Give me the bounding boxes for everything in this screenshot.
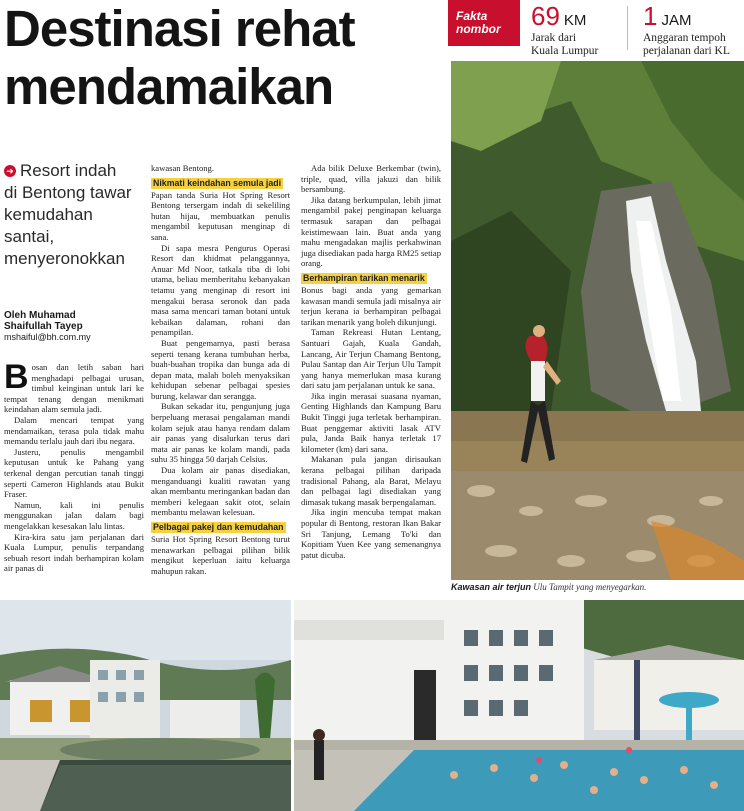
paragraph: Jika ingin mencuba tempat makan popular di Bentong, restoran Ikan Bakar Sri Tanjung, Lemang To'ki dan Kopitiam Yuen Kee yang semenangnya patut dicuba.: [301, 507, 441, 560]
fact-time-desc-2: perjalanan dari KL: [643, 45, 730, 57]
paragraph-intro: Bosan dan letih saban hari menghadapi pelbagai urusan, timbul keinginan untuk lari ke tempat tenang dengan menikmati keindahan alam semula jadi.: [4, 358, 144, 415]
resort-photo: [0, 600, 291, 811]
paragraph: Dalam mencari tempat yang mendamaikan, terasa pula tidak mahu memandu terlalu jauh dari ibu negara.: [4, 414, 144, 447]
article-column-2: [151, 163, 290, 576]
paragraph: Namun, kali ini penulis menggunakan jalan dalam bagi mengelakkan kesesakan lalu lintas.: [4, 499, 144, 531]
paragraph: Papan tanda Suria Hot Spring Resort Bentong tersergam indah di sekeliling hutan hijau, membuatkan penulis mengambil keputusan menginap di sana.: [151, 189, 290, 242]
paragraph: Bonus bagi anda yang gemarkan kawasan mandi semula jadi misalnya air terjun kerana ia berhampiran pelbagai tarikan menarik yang boleh dikunjungi.: [301, 284, 441, 327]
paragraph: Ada bilik Deluxe Berkembar (twin), triple, quad, villa jakuzi dan bilik bersambung.: [301, 163, 441, 195]
deck-line-4: santai,: [4, 227, 55, 246]
deck-line-2: di Bentong tawar: [4, 183, 132, 202]
paragraph: Jika datang berkumpulan, lebih jimat mengambil pakej penginapan keluarga termasuk sarapan dan pelbagai keistimewaan lain. Buat anda yang mahu mengadakan majlis perkahwinan juga disediakan pada harga RM25 setiap orang.: [301, 194, 441, 269]
deck-line-5: menyeronokkan: [4, 249, 125, 268]
fact-time: [643, 3, 743, 58]
paragraph: Kira-kira satu jam perjalanan dari Kuala Lumpur, penulis terpandang sebuah resort indah berhampiran kolam air panas di: [4, 531, 144, 574]
headline-line-2: mendamaikan: [4, 58, 334, 115]
paragraph: Dua kolam air panas disediakan, menganduangi kualiti rawatan yang akan membantu meringankan badan dan memberi kelegaan sakit otot, selain membantu melawan kelesuan.: [151, 465, 290, 518]
caption-text: Ulu Tampit yang menyegarkan.: [533, 582, 647, 592]
fact-distance: [531, 3, 625, 58]
paragraph: Suria Hot Spring Resort Bentong turut menawarkan pelbagai pilihan bilik mengikut keperluan iaitu keluarga mahupun rakan.: [151, 534, 290, 576]
headline: [4, 0, 444, 116]
paragraph: Jika ingin merasai suasana nyaman, Genting Highlands dan Kampung Baru Bukit Tinggi juga terletak berhampiran. Buat penggemar aktiviti lasak ATV pula, Janda Baik hanya terletak 17 kilometer (km) dari sana.: [301, 390, 441, 454]
deck-line-1: Resort indah: [20, 161, 117, 180]
paragraph: Di sapa mesra Pengurus Operasi Resort dan khidmat pelanggannya, Anuar Md Noor, tatkala tiba di lobi utama, beliau memberitahu kebanyakan tetamu yang menginap di resort ini mengakui berasa seronok dan pada masa sama mencari taman botani untuk kebaikan dalaman, rohani dan penampilan.: [151, 242, 290, 338]
fact-divider: [627, 6, 628, 50]
paragraph: Buat pengemarnya, pasti berasa seperti tenang kerana tumbuhan herba, buah-buahan tropika dan bunga ada di depan mata, malah boleh menyaksikan kehidupan sebenar pelbagai spesies burung, kelawar dan serangga.: [151, 337, 290, 401]
paragraph: Justeru, penulis mengambil keputusan untuk ke Pahang yang terkenal dengan percutian tanah tinggi seperti Cameron Highlands atau Bukit Fraser.: [4, 446, 144, 500]
article-column-1: [4, 358, 144, 574]
waterfall-photo: [451, 61, 744, 580]
byline-prefix: Oleh Muhamad: [4, 310, 76, 321]
fakta-badge-line-2: nombor: [456, 22, 501, 36]
article-column-3: [301, 163, 441, 560]
paragraph: Taman Rekreasi Hutan Lentang, Santuari Gajah, Kuala Gandah, Lancang, Air Terjun Chamang Bentong, Pulau Santap dan Air Terjun Ulu Tampit yang hanya memerlukan masa kurang dari satu jam perjalanan untuk ke sana.: [301, 327, 441, 391]
fact-time-desc-1: Anggaran tempoh: [643, 32, 726, 44]
byline: [4, 310, 144, 343]
paragraph: kawasan Bentong.: [151, 163, 215, 173]
pool-photo: [294, 600, 744, 811]
fact-distance-desc-1: Jarak dari: [531, 32, 577, 44]
fact-distance-desc-2: Kuala Lumpur: [531, 45, 599, 57]
fact-time-value: 1: [643, 1, 658, 31]
deck-line-3: kemudahan: [4, 205, 93, 224]
fakta-nombor-badge: [448, 0, 520, 46]
headline-line-1: Destinasi rehat: [4, 0, 355, 57]
fact-distance-unit: KM: [563, 12, 587, 29]
byline-email[interactable]: mshaiful@bh.com.my: [4, 332, 91, 342]
subheading: Nikmati keindahan semula jadi: [153, 177, 282, 188]
fact-distance-value: 69: [531, 1, 560, 31]
arrow-right-icon: ➜: [4, 165, 16, 177]
byline-name: Shaifullah Tayep: [4, 321, 83, 332]
subheading: Berhampiran tarikan menarik: [303, 272, 425, 283]
drop-cap: B: [4, 358, 29, 396]
fakta-badge-line-1: Fakta: [456, 9, 488, 23]
paragraph: Bukan sekadar itu, pengunjung juga berpeluang merasai pengalaman mandi kolam sejuk atau hanya rendam dalam air panas yang disalurkan terus dari mata air panas ke kolam mandi, pada suhu 35 hingga 50 darjah Celsius.: [151, 401, 290, 465]
paragraph: Makanan pula jangan dirisaukan kerana pelbagai pilihan daripada tradisional Pahang, ala Barat, Melayu dan pelbagai lagi disediakan yang dimasak tukang masak berpengalaman.: [301, 454, 441, 507]
subheading: Pelbagai pakej dan kemudahan: [153, 522, 284, 532]
photo-caption: [451, 582, 744, 593]
fact-time-unit: JAM: [661, 12, 692, 29]
deck: [4, 160, 144, 270]
caption-lead: Kawasan air terjun: [451, 582, 532, 592]
